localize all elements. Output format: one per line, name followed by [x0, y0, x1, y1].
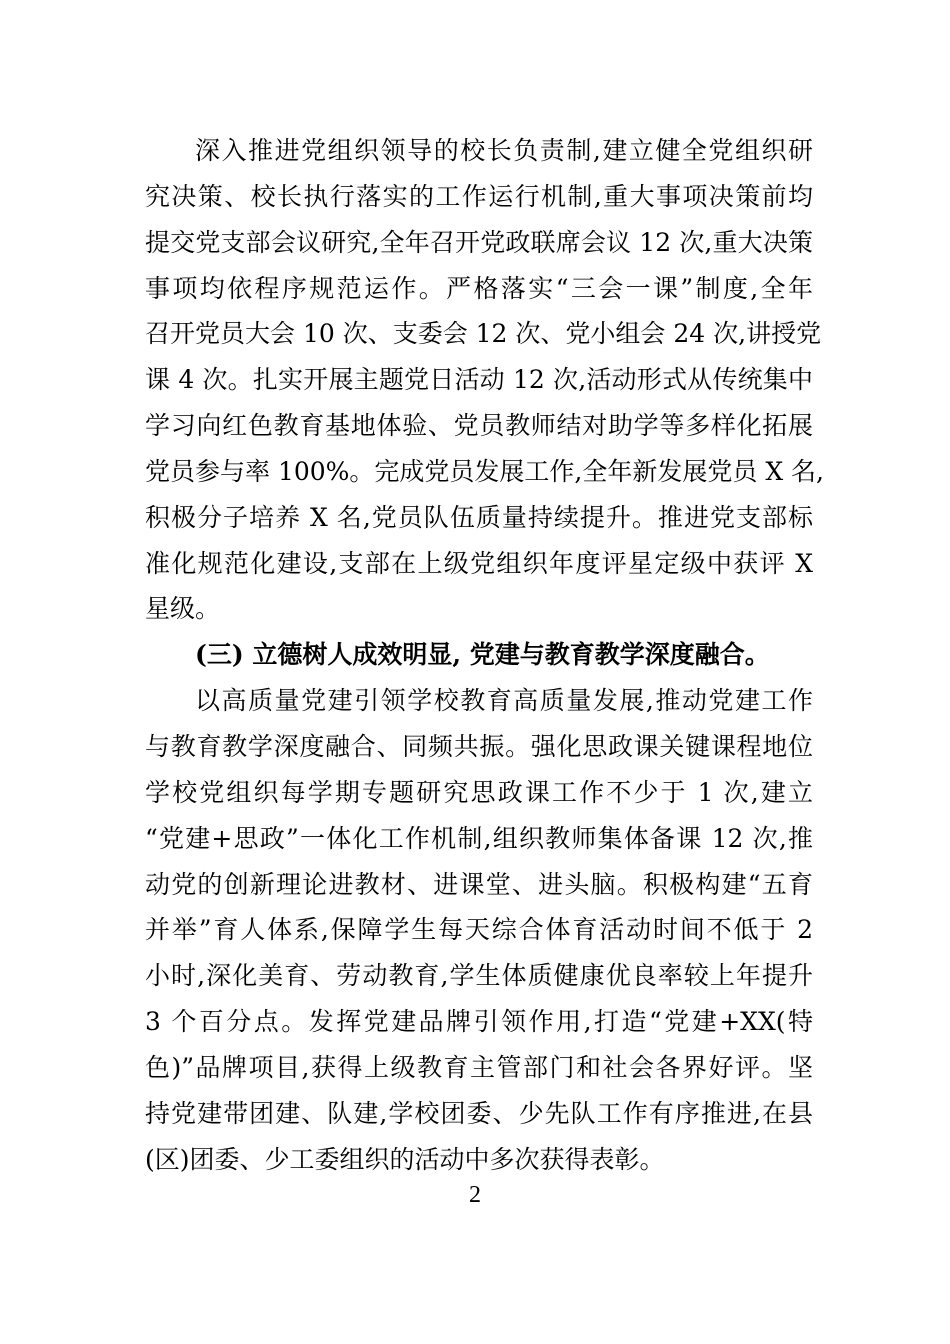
paragraph-line: 深入推进党组织领导的校长负责制,建立健全党组织研 [195, 136, 813, 165]
paragraph-line: 究决策、校长执行落实的工作运行机制,重大事项决策前均 [145, 181, 813, 211]
section-heading: (三) 立德树人成效明显, 党建与教育教学深度融合。 [195, 640, 770, 670]
paragraph-line: 课 4 次。扎实开展主题党日活动 12 次,活动形式从传统集中 [145, 365, 813, 395]
paragraph-line: 事项均依程序规范运作。严格落实“三会一课”制度,全年 [145, 273, 813, 303]
paragraph-line: 持党建带团建、队建,学校团委、少先队工作有序推进,在县 [145, 1098, 813, 1128]
paragraph-line: 并举”育人体系,保障学生每天综合体育活动时间不低于 2 [145, 915, 813, 945]
paragraph-line: (区)团委、少工委组织的活动中多次获得表彰。 [145, 1144, 665, 1174]
paragraph-line: 小时,深化美育、劳动教育,学生体质健康优良率较上年提升 [145, 961, 813, 991]
paragraph-line: 召开党员大会 10 次、支委会 12 次、党小组会 24 次,讲授党 [145, 319, 822, 349]
paragraph-line: 党员参与率 100%。完成党员发展工作,全年新发展党员 X 名, [145, 456, 825, 486]
page-number: 2 [469, 1182, 481, 1208]
paragraph-line: 星级。 [145, 594, 221, 624]
paragraph-line: 积极分子培养 X 名,党员队伍质量持续提升。推进党支部标 [145, 502, 813, 532]
paragraph-line: 提交党支部会议研究,全年召开党政联席会议 12 次,重大决策 [145, 227, 813, 257]
paragraph-party-organization [145, 128, 825, 632]
paragraph-line: 准化规范化建设,支部在上级党组织年度评星定级中获评 X [145, 548, 813, 578]
paragraph-line: 动党的创新理论进教材、进课堂、进头脑。积极构建“五育 [145, 869, 813, 899]
paragraph-line: 学校党组织每学期专题研究思政课工作不少于 1 次,建立 [145, 777, 813, 807]
paragraph-line: 学习向红色教育基地体验、党员教师结对助学等多样化拓展 [145, 411, 813, 441]
body-text [145, 128, 825, 1182]
paragraph-line: 色)”品牌项目,获得上级教育主管部门和社会各界好评。坚 [145, 1052, 813, 1082]
paragraph-education-integration [145, 678, 813, 1182]
paragraph-line: 以高质量党建引领学校教育高质量发展,推动党建工作 [195, 686, 813, 716]
paragraph-line: 3 个百分点。发挥党建品牌引领作用,打造“党建+XX(特 [145, 1007, 813, 1037]
paragraph-line: “党建+思政”一体化工作机制,组织教师集体备课 12 次,推 [145, 823, 813, 853]
paragraph-line: 与教育教学深度融合、同频共振。强化思政课关键课程地位 [145, 731, 813, 761]
